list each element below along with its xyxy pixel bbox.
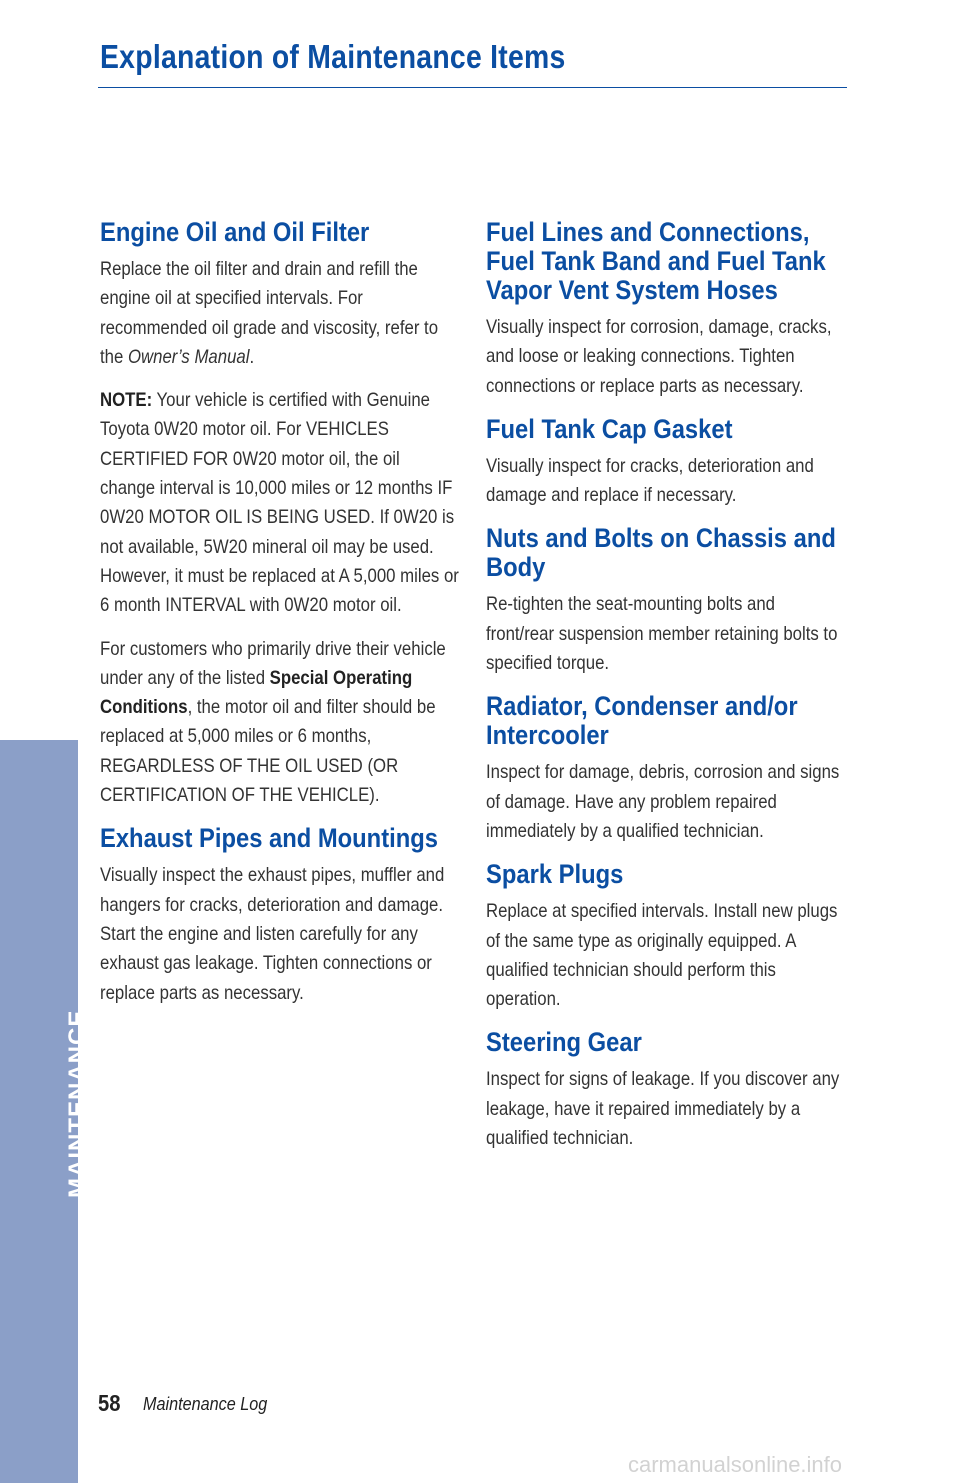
section-radiator [486, 692, 846, 846]
engine-oil-paragraph [100, 255, 459, 372]
section-heading-fuel-lines: Fuel Lines and Connections, Fuel Tank Band and Fuel Tank Vapor Vent System Hoses [486, 217, 826, 305]
footer-label: Maintenance Log [143, 1394, 268, 1414]
page-title: Explanation of Maintenance Items [100, 38, 566, 75]
steering-text: Inspect for signs of leakage. If you discover any leakage, have it repaired immediately by a qualified technician. [486, 1068, 840, 1150]
special-conditions-text-end: , the motor oil and filter should be replaced at 5,000 miles or 6 months, REGARDLESS OF THE OIL USED (OR CERTIFICATION OF THE VEHICLE). [100, 696, 436, 807]
section-nuts-bolts [486, 524, 846, 678]
section-heading-exhaust: Exhaust Pipes and Mountings [100, 823, 438, 854]
watermark: carmanualsonline.info [628, 1452, 843, 1477]
fuel-cap-text: Visually inspect for cracks, deterioration and damage and replace if necessary. [486, 454, 814, 507]
engine-oil-note [100, 386, 459, 620]
special-conditions-paragraph [100, 635, 459, 811]
fuel-lines-text: Visually inspect for corrosion, damage, cracks, and loose or leaking connections. Tighten connections or replace parts as necessary. [486, 316, 832, 397]
engine-oil-text-end: . [249, 345, 255, 368]
section-engine-oil [100, 218, 460, 810]
section-heading-steering: Steering Gear [486, 1027, 642, 1058]
section-heading-radiator: Radiator, Condenser and/or Intercooler [486, 691, 798, 751]
section-fuel-lines [486, 218, 846, 401]
side-tab-label: MAINTENANCE [64, 1009, 91, 1198]
owners-manual-reference: Owner’s Manual [127, 345, 250, 368]
engine-oil-text: Replace the oil filter and drain and refill the engine oil at specified intervals. For recommended oil grade and viscosity, refer to the [100, 258, 439, 368]
spark-plugs-text: Replace at specified intervals. Install new plugs of the same type as originally equipped. A qualified technician should perform this operation. [486, 900, 838, 1011]
section-spark-plugs [486, 860, 846, 1014]
radiator-text: Inspect for damage, debris, corrosion and signs of damage. Have any problem repaired immediately by a qualified technician. [486, 761, 840, 842]
section-steering [486, 1028, 846, 1153]
page-number: 58 [98, 1390, 121, 1416]
note-text: Your vehicle is certified with Genuine Toyota 0W20 motor oil. For VEHICLES CERTIFIED FOR 0W20 motor oil, the oil change interval is 10,000 miles or 12 months IF 0W20 MOTOR OIL IS BEING USED. If 0W20 is not available, 5W20 mineral oil may be used. However, it must be replaced at A 5,000 miles or 6 month INTERVAL with 0W20 motor oil. [100, 389, 459, 617]
special-operating-conditions: Special Operating Conditions [100, 666, 413, 719]
section-heading-fuel-cap: Fuel Tank Cap Gasket [486, 413, 733, 444]
section-fuel-cap [486, 415, 846, 511]
section-heading-spark-plugs: Spark Plugs [486, 859, 624, 890]
nuts-bolts-text: Re-tighten the seat-mounting bolts and front/rear suspension member retaining bolts to specified torque. [486, 593, 838, 675]
exhaust-text: Visually inspect the exhaust pipes, muffler and hangers for cracks, deterioration and damage. Start the engine and listen carefully for any exhaust gas leakage. Tighten connections or replace parts as necessary. [100, 864, 445, 1004]
special-conditions-text: For customers who primarily drive their vehicle under any of the listed [100, 637, 446, 689]
left-column [100, 218, 460, 1022]
section-exhaust [100, 824, 460, 1007]
right-column [486, 218, 846, 1167]
section-heading-nuts-bolts: Nuts and Bolts on Chassis and Body [486, 523, 836, 583]
note-label: NOTE: [100, 389, 153, 412]
title-divider [98, 87, 847, 88]
section-heading-engine-oil: Engine Oil and Oil Filter [100, 217, 370, 247]
